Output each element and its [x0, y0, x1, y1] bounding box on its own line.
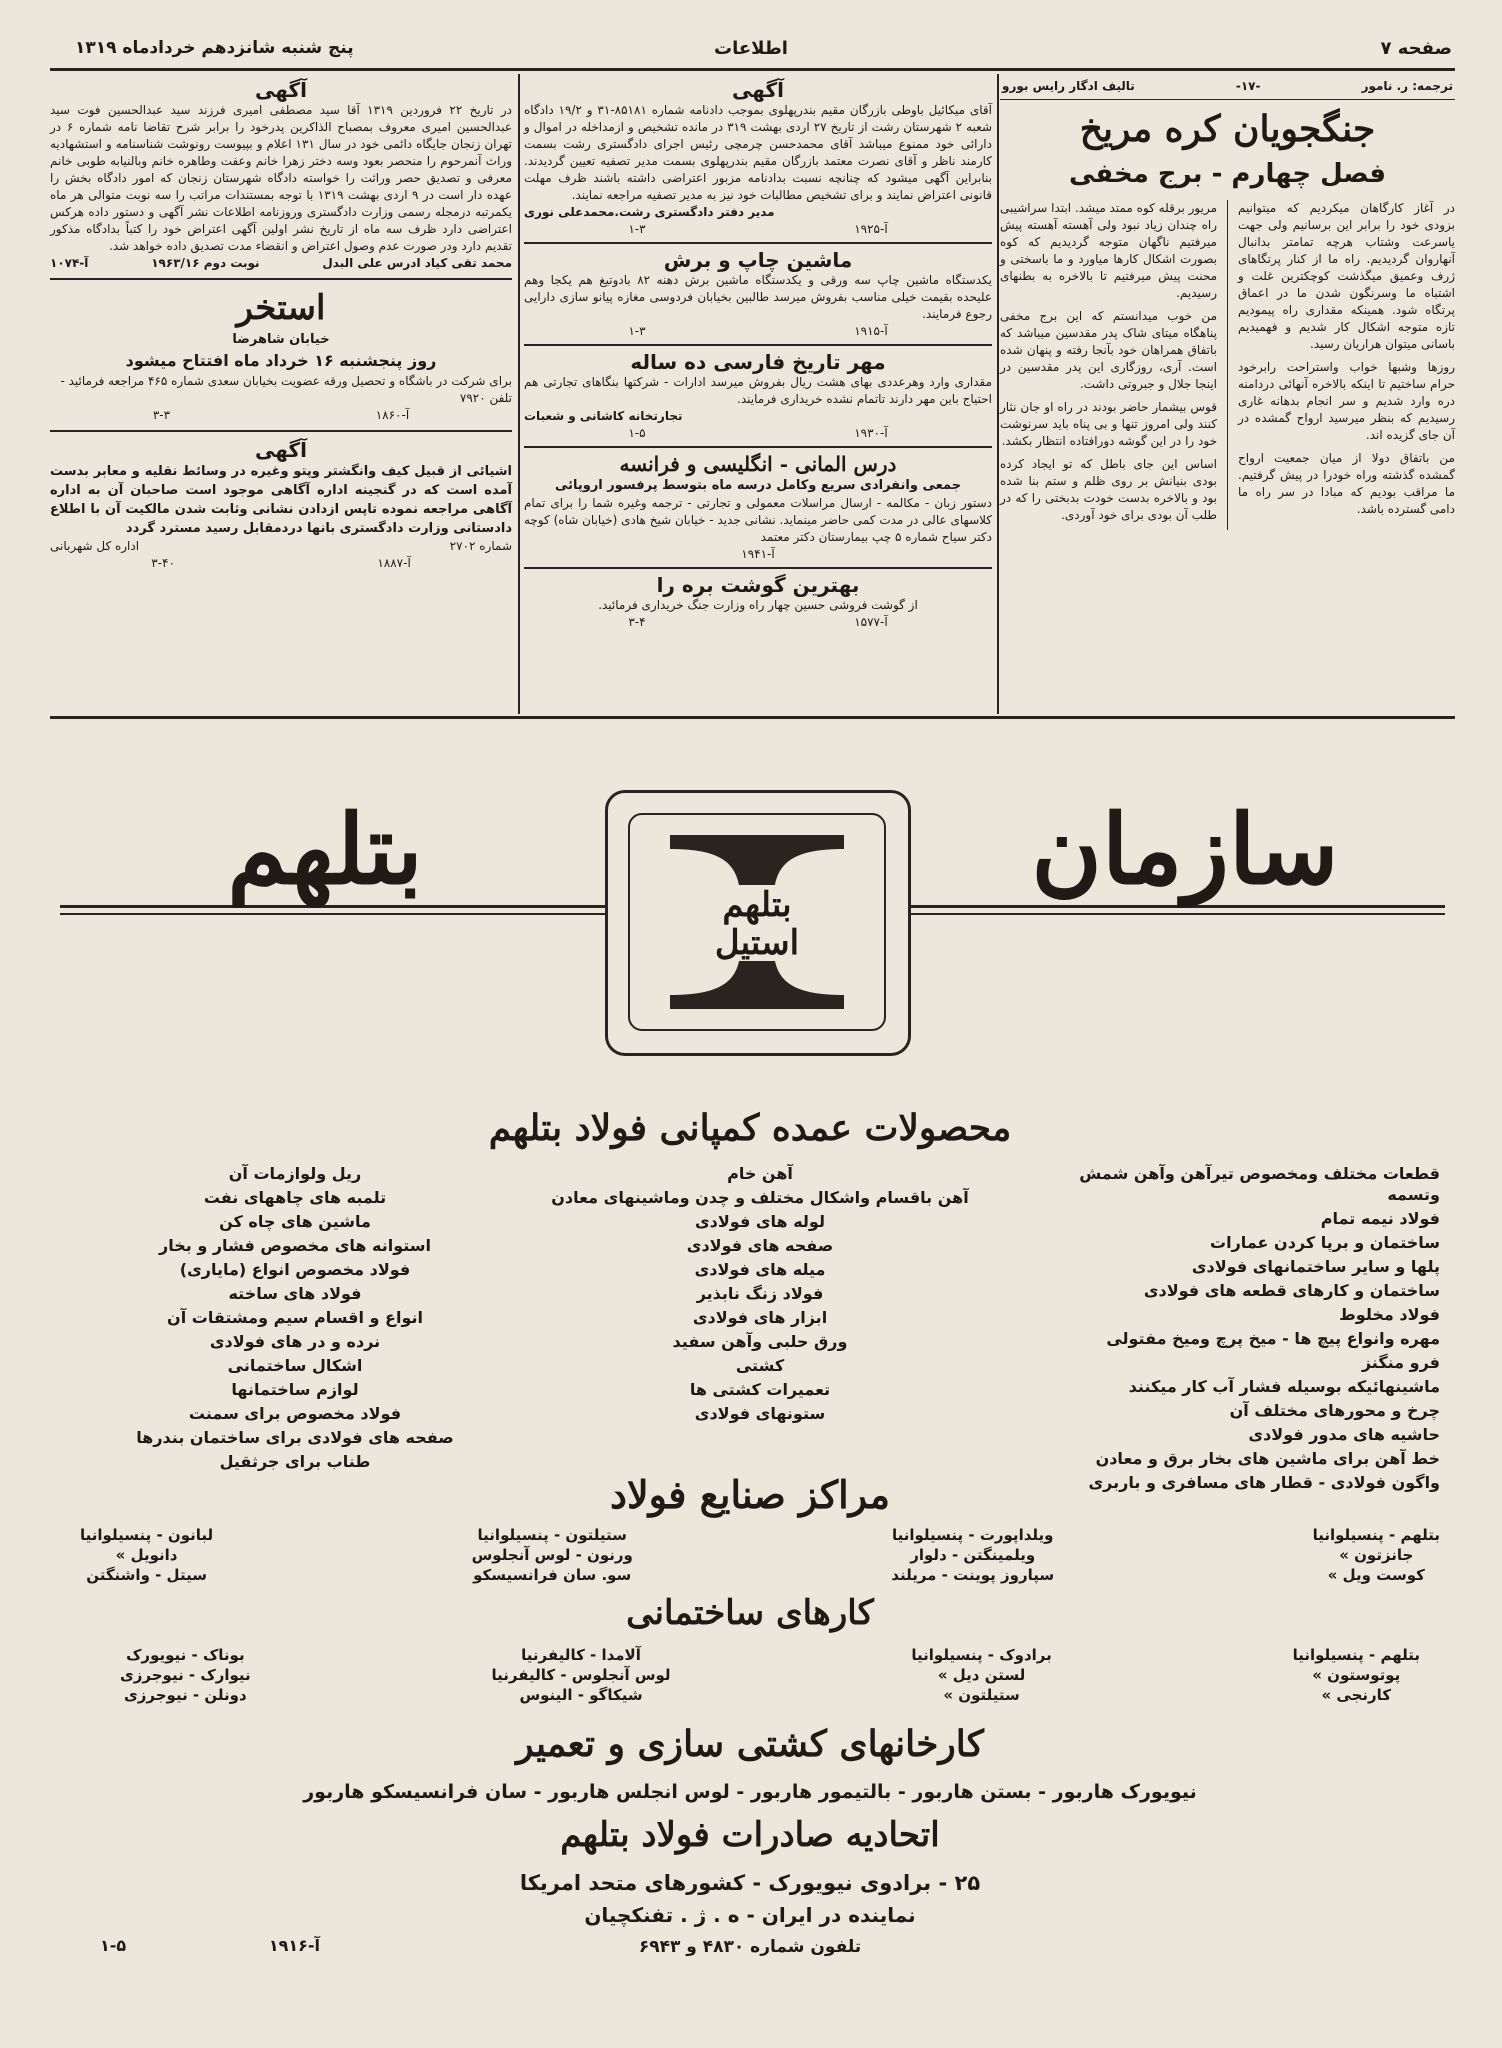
centers-title: مراکز صنایع فولاد — [610, 1472, 890, 1517]
bethlehem-logo-text-left: بتلهم — [227, 793, 423, 906]
product-item: قطعات مختلف ومخصوص تیرآهن وآهن شمش وتسمه — [1079, 1164, 1440, 1204]
novel-paragraph: در آغاز کارگاهان میکردیم که میتوانیم بزودی خود را برابر این برسانیم ولی جهت یاسرعت وشتاب هرچه تمامتر بدانبال آنهاروان گردیدیم. راه ما از کنار پرتگاهای ژرف وعمیق میگذشت کوچکترین غلت و اشتباه ما وسرنگون شدن ما در اعماق پرتگاه شود. همینکه مقداری راه پیمودیم تازه متوجه اشکال کار شدیم و فهمیدیم باسانی میتوان هراریان رسید. — [1238, 201, 1455, 351]
product-item: آهن باقسام واشکال مختلف و چدن وماشینهای معادن — [551, 1188, 969, 1207]
left-ads-column — [50, 78, 512, 714]
product-item: فولاد نیمه تمام — [1320, 1209, 1440, 1228]
export-address: ۲۵ - برادوی نیویورک - کشورهای متحد امریکا — [519, 1871, 981, 1895]
pool-opening: روز پنجشنبه ۱۶ خرداد ماه افتتاح میشود — [125, 351, 437, 370]
center-group — [472, 1525, 633, 1585]
product-item: میله های فولادی — [694, 1260, 826, 1279]
works-group — [120, 1645, 251, 1705]
ad-body: یکدستگاه ماشین چاپ سه ورقی و یکدستگاه ماشین برش دهنه ۸۲ بادوتیغ هم یکجا وهم علیحده بقیمت خیلی مناسب بفروش میرسد طالبین بخیابان فردوسی مغازه پیانو سازی دارایی رجوع فرمایند. — [524, 273, 992, 321]
export-title: اتحادیه صادرات فولاد بتلهم — [560, 1815, 940, 1855]
product-item: ورق حلبی وآهن سفید — [672, 1332, 848, 1351]
product-item: مهره وانواع پیچ ها - میخ پرچ ومیخ مفتولی — [1106, 1329, 1440, 1348]
column-divider — [518, 74, 520, 714]
ad-code: آ-۱۸۸۷ — [377, 556, 411, 570]
works-group — [911, 1645, 1051, 1705]
works-group — [1293, 1645, 1420, 1705]
works-item: پوتوستون » — [1312, 1666, 1401, 1684]
bethlehem-logo-text-right: سازمان — [1031, 793, 1339, 906]
novel-paragraph: من باتفاق دولا از میان جمعیت ارواح گمشده گذشته وراه خودرا در پیش گرفتیم. ما مراقب بودیم که مبادا در سر راه ما دامی گسترده باشد. — [1238, 451, 1455, 516]
column-divider — [997, 74, 999, 714]
works-item: دونلن - نیوجرزی — [124, 1686, 247, 1704]
ad-body: دستور زبان - مکالمه - ارسال مراسلات معمولی و تجارتی - ترجمه وغیره شما را برای تمام کلاسهای عالی در مدت کمی حاضر مینماید. نشانی جدید - خیابان شیخ هادی (خیابان شاه) کوچه دکتر سیاح شماره ۵ چپ بیمارستان دکتر معتمد — [524, 496, 992, 544]
novel-number: -۱۷- — [1235, 79, 1261, 93]
iran-agent: نماینده در ایران - ه . ژ . تفنکچیان — [584, 1903, 916, 1927]
newspaper-name: اطلاعات — [714, 38, 788, 59]
products-title: محصولات عمده کمپانی فولاد بتلهم — [488, 1107, 1012, 1149]
ad-title: ماشین چاپ و برش — [663, 248, 853, 272]
ad-run: ۳-۳ — [152, 408, 171, 422]
product-item: ماشین های چاه کن — [219, 1212, 371, 1231]
ad-run: ۳-۴۰ — [151, 556, 175, 570]
ad-code: آ-۱۹۱۵ — [854, 324, 888, 338]
center-item: ویلمینگتن - دلوار — [910, 1546, 1036, 1564]
center-group — [80, 1525, 213, 1585]
products-col-right — [1040, 1160, 1440, 1496]
ad-body: از گوشت فروشی حسین چهار راه وزارت جنگ خریداری فرمائید. — [598, 598, 918, 612]
works-grid — [120, 1645, 1420, 1705]
novel-paragraph: اساس این جای باطل که تو ایجاد کرده بودی بنیانش بر روی ظلم و ستم بنا شده بود و بالاخره بدست خودت بدبختی را که در طلب آن بودی برای خود آوردی. — [1000, 457, 1217, 522]
ad-subtitle: جمعی وانفرادی سریع وکامل درسه ماه بتوسط پرفسور اروپائی — [554, 478, 962, 493]
product-item: طناب برای جرثقیل — [219, 1452, 371, 1471]
center-item: کوست ویل » — [1327, 1566, 1425, 1584]
novel-paragraph: قوس بیشمار حاضر بودند در راه او جان نثار کنند ولی امروز تنها و بی پناه باید سرنوشت خود را در این گوشه دورافتاده انتظار بکشد. — [1000, 400, 1217, 448]
product-item: فولاد مخصوص برای سمنت — [188, 1404, 402, 1423]
product-item: خط آهن برای ماشین های بخار برق و معادن — [1095, 1449, 1440, 1468]
center-item: سپاروز پوینت - مریلند — [891, 1566, 1055, 1584]
center-item: ورنون - لوس آنجلوس — [471, 1546, 633, 1564]
product-item: صفحه های فولادی — [686, 1236, 834, 1255]
ad-code: آ-۱۹۳۰ — [854, 426, 888, 440]
banner-rule — [60, 913, 605, 915]
works-item: لستن دیل » — [937, 1666, 1026, 1684]
ad-shop: تجارتخانه کاشانی و شعبات — [524, 409, 683, 423]
ad-title: مهر تاریخ فارسی ده ساله — [630, 350, 886, 374]
ad-title: آگهی — [255, 78, 307, 102]
ad-code: آ-۱۹۱۶ — [268, 1936, 320, 1955]
works-item: بتلهم - پنسیلوانیا — [1292, 1646, 1420, 1664]
center-group — [1313, 1525, 1440, 1585]
product-item: ریل ولوازمات آن — [228, 1164, 362, 1183]
ad-body: اشیائی از قبیل کیف وانگشتر وپتو وغیره در وسائط نقلیه و معابر بدست آمده است که در گنجینه اداره آگاهی موجود است صاحبان آن به اداره آگاهی مراجعه نموده تاپس ازدادن نشانی وثابت شدن مالکیت آن با اطلاع دادستانی وزارت دادگستری بانها دردمقابل رسید مسترد گردد — [50, 464, 512, 536]
product-item: تعمیرات کشتی ها — [689, 1380, 831, 1399]
works-item: بوناک - نیویورک — [126, 1646, 245, 1664]
product-item: فرو منگنز — [1361, 1353, 1440, 1372]
ad-run: ۱-۵ — [628, 426, 646, 440]
works-title: کارهای ساختمانی — [626, 1593, 874, 1633]
center-item: لبانون - پنسیلوانیا — [80, 1526, 214, 1544]
ad-run: ۱-۵ — [100, 1936, 127, 1955]
product-item: اشکال ساختمانی — [227, 1356, 363, 1375]
pool-title: استخر — [236, 288, 326, 328]
product-item: لوله های فولادی — [695, 1212, 825, 1231]
ad-number: شماره ۲۷۰۲ — [449, 539, 512, 553]
banner-rule — [905, 913, 1445, 915]
shipyards-title: کارخانهای کشتی سازی و تعمیر — [516, 1723, 984, 1765]
ad-code: آ-۱۹۲۵ — [854, 222, 888, 236]
novel-author: تالیف ادگار رایس بورو — [1002, 79, 1135, 93]
center-item: سو. سان فرانسیسکو — [473, 1566, 632, 1584]
novel-paragraph: روزها وشبها خواب واستراحت رابرخود حرام ساختیم تا اینکه بالاخره آنهائی دردامنه دره وارد شدیم و سر انجام بدهانه غاری رسیدیم که بنظر میرسید ارواح گمشده در آن جای گزیده اند. — [1238, 360, 1455, 442]
works-item: نیوارک - نیوجرزی — [120, 1666, 251, 1684]
ad-run: ۳-۴ — [628, 615, 646, 629]
center-item: ستیلتون - پنسیلوانیا — [477, 1526, 627, 1544]
works-item: لوس آنجلوس - کالیفرنیا — [491, 1666, 671, 1684]
section-rule — [50, 716, 1455, 719]
works-item: شیکاگو - الینوس — [519, 1686, 643, 1704]
product-item: انواع و اقسام سیم ومشتقات آن — [167, 1308, 423, 1327]
product-item: ابزار های فولادی — [692, 1308, 828, 1327]
product-item: آهن خام — [727, 1164, 793, 1183]
ad-run: ۱-۳ — [628, 324, 646, 338]
product-item: ماشینهائیکه بوسیله فشار آب کار میکنند — [1128, 1377, 1440, 1396]
center-item: بتلهم - پنسیلوانیا — [1312, 1526, 1440, 1544]
novel-chapter: فصل چهارم - برج مخفی — [1068, 159, 1387, 189]
product-item: ساختمان و کارهای قطعه های فولادی — [1143, 1281, 1440, 1300]
middle-ads-column — [524, 78, 992, 714]
emblem-text-bottom: استیل — [714, 923, 800, 963]
ad-run: ۱-۳ — [628, 222, 646, 236]
agent-phone: تلفون شماره ۴۸۳۰ و ۶۹۴۳ — [638, 1937, 862, 1957]
ad-body: آقای میکائیل باوطی بازرگان مقیم بندرپهلوی بموجب دادنامه شماره ۸۵۱۸۱-۳۱ و ۱۹/۲ دادگاه شعبه ۲ شهرستان رشت از تاریخ ۲۷ اردی بهشت ۳۱۹ در مانده تشخیص و ازمداخله در اموال و دارائی خود ممنوع میباشد آقای محمدحسن چرمچی رئیس اجرای دادگستری رشت بسمت کارمند ناظر و آقای نصرت معتمد بازرگان مقیم بندرپهلوی بسمت مدیر تصفیه تعیین گردیدند. بنابراین آگهی میشود که چنانچه نسبت بدادنامه مزبور اعتراضی داشته باشند ظرف مهلت قانونی اعتراض نمایند و برای تشخیص مطالبات خود نیز به مدیر تصفیه مراجعه نمایند. — [524, 103, 993, 202]
ad-title: بهترین گوشت بره را — [656, 573, 860, 597]
ad-signature: مدیر دفتر دادگستری رشت.محمدعلی نوری — [524, 205, 775, 219]
emblem-text-top: بتلهم — [722, 885, 792, 925]
product-item: ستونهای فولادی — [694, 1404, 826, 1423]
issue-date: پنج شنبه شانزدهم خردادماه ۱۳۱۹ — [75, 38, 354, 58]
ad-code: آ-۱۹۴۱ — [741, 547, 775, 561]
product-item: استوانه های مخصوص فشار و بخار — [158, 1236, 432, 1255]
product-item: کشتی — [735, 1356, 785, 1375]
product-item: ساختمان و برپا کردن عمارات — [1210, 1233, 1440, 1252]
product-item: تلمبه های چاههای نفت — [203, 1188, 387, 1207]
works-item: ستیلتون » — [943, 1686, 1020, 1704]
ad-code: آ-۱۸۶۰ — [375, 408, 410, 422]
ad-org: اداره کل شهربانی — [50, 539, 140, 553]
ad-body: در تاریخ ۲۲ فروردین ۱۳۱۹ آقا سید مصطفی امیری فرزند سید عبدالحسین فوت سید عبدالحسین امیری معروف بمصباح الذاکرین پدرخود را برابر شرح تقاضا نامه شماره ۶ در تهران زنجان جایگاه دائمی خود در سال ۱۳۱ اعلام و بپیوست رونوشت شناسنامه و استشهادیه وراث آنمرحوم را منحصر بعود وسه دختر زهرا خانم وعفت وطاهره خانم وبالنیابه طوبی خانم معرفی و تصدیق حصر وراثت را خواسته دادگاه شهرستان زنجان که امور دادگاه بخش را عهده دار است در ۹ اردی بهشت ۱۳۱۹ با توجه بمستندات مراتب را سه نوبت متوالی هر ماه یکمرتبه درمجله رسمی وزارت دادگستری وروزنامه اطلاعات نشر آگهی و دستور داده هرکس اعتراضی دارد ظرف سه ماه از تاریخ نشر اولین آگهی اعتراض خود را کتباً بدادگاه مذکور تقدیم دارد ودر صورت عدم وصول اعتراض و انقضاء مدت تصدیق داده خواهد شد. — [50, 103, 513, 253]
ad-code: آ-۱۰۷۴ — [50, 256, 89, 270]
ad-body: برای شرکت در باشگاه و تحصیل ورقه عضویت بخیابان سعدی شماره ۴۶۵ مراجعه فرمائید - تلفن ۷۹۲۰ — [60, 374, 512, 405]
product-item: فولاد مخلوط — [1339, 1305, 1440, 1324]
center-group — [891, 1525, 1054, 1585]
novel-paragraph: مریور برقله کوه ممتد میشد. ابتدا سراشیبی راه چندان زیاد نبود ولی آهسته آهسته پیش میرفتیم ناگهان متوجه گردیدیم که کوه بصورت اشکال کارها میاورد و ما باسختی و محنت پیش میرفتیم تا بالاخره به بطنهای رسیدیم. — [1000, 201, 1217, 300]
products-col-middle — [520, 1160, 1000, 1427]
product-item: فولاد مخصوص انواع (مایاری) — [179, 1260, 411, 1279]
works-group — [492, 1645, 671, 1705]
product-item: فولاد زنگ نابذیر — [696, 1284, 824, 1303]
product-item: پلها و سایر ساختمانهای فولادی — [1191, 1257, 1440, 1276]
center-item: ویلداپورت - پنسیلوانیا — [891, 1526, 1054, 1544]
product-item: واگون فولادی - قطار های مسافری و باربری — [1088, 1473, 1440, 1492]
ad-title: درس المانی - انگلیسی و فرانسه — [619, 452, 897, 476]
page-number: صفحه ۷ — [1380, 38, 1452, 59]
bethlehem-steel-emblem — [605, 790, 911, 1056]
product-item: چرخ و محورهای مختلف آن — [1229, 1401, 1440, 1420]
product-item: فولاد های ساخته — [228, 1284, 362, 1303]
product-item: صفحه های فولادی برای ساختمان بندرها — [136, 1428, 454, 1447]
ad-title: آگهی — [255, 438, 307, 462]
novel-title: جنگجویان کره مریخ — [1079, 108, 1376, 150]
product-item: حاشیه های مدور فولادی — [1248, 1425, 1440, 1444]
masthead-rule — [50, 68, 1455, 71]
novel-paragraph: من خوب میدانستم که این برج مخفی پناهگاه میتای شاک پدر مقدسین میباشد که باتفاق همراهان خود بآنجا رفته و پنهان شده است. آری، روزگاری این پدر مقدسین در اینجا جلال و جبروتی داشت. — [1000, 309, 1217, 391]
pool-address: خیابان شاهرضا — [232, 332, 330, 347]
center-item: سیتل - واشنگتن — [86, 1566, 207, 1584]
banner-code-row — [100, 1936, 320, 1955]
product-item: نرده و در های فولادی — [209, 1332, 381, 1351]
works-item: آلامدا - کالیفرنیا — [521, 1646, 641, 1664]
novel-translator: ترجمه: ر. نامور — [1361, 79, 1453, 93]
works-item: برادوک - پنسیلوانیا — [911, 1646, 1052, 1664]
center-item: جانزتون » — [1339, 1546, 1414, 1564]
products-col-left — [90, 1160, 500, 1475]
ad-title: آگهی — [732, 78, 784, 102]
harbors-line: نیویورک هاربور - بستن هاربور - بالتیمور هاربور - لوس انجلس هاربور - سان فرانسیسکو هاربور — [303, 1781, 1197, 1803]
ad-signature: محمد تقی کیاد ادرس علی البدل — [322, 256, 512, 270]
product-item: لوازم ساختمانها — [231, 1380, 359, 1399]
ad-code: آ-۱۵۷۷ — [854, 615, 888, 629]
works-item: کارنجی » — [1321, 1686, 1392, 1704]
centers-grid — [80, 1525, 1440, 1585]
ad-turn: نوبت دوم ۱۹۶۳/۱۶ — [151, 256, 260, 270]
novel-column — [1000, 78, 1455, 714]
center-item: دانویل » — [115, 1546, 178, 1564]
ad-body: مقداری وارد وهرعددی بهای هشت ریال بفروش میرسد ادارات - شرکتها بنگاهای تجارتی هم احتیاج باین مهر دارند تاتمام نشده خریداری فرمایند. — [524, 375, 992, 406]
